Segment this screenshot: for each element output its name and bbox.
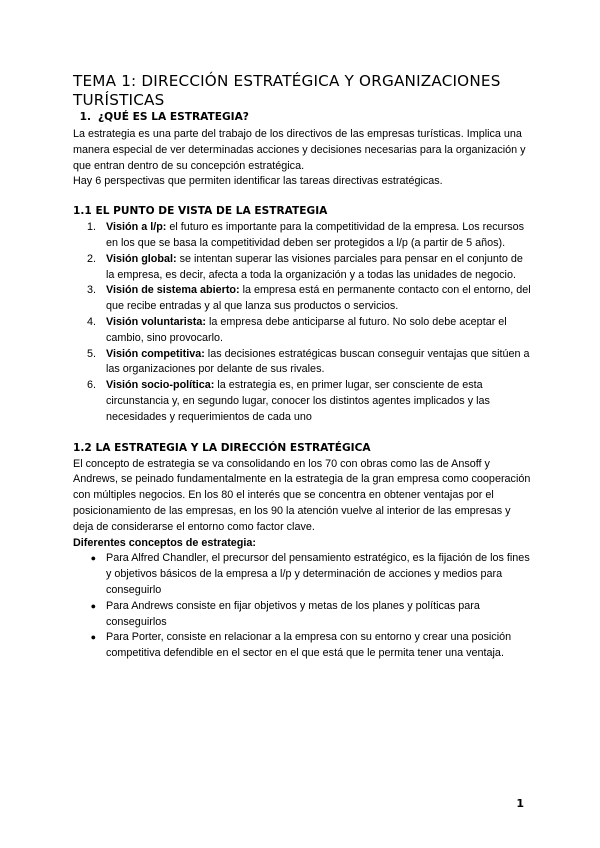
list-number: 3. xyxy=(86,284,96,297)
list-item-term: Visión global: xyxy=(106,252,177,265)
list-item-text xyxy=(106,252,533,284)
list-item-term: Visión de sistema abierto: xyxy=(106,284,240,297)
section-1-title: ¿QUÉ ES LA ESTRATEGIA? xyxy=(98,111,249,123)
list-item-description: las decisiones estratégicas buscan conseguir ventajas que sitúen a las organizaciones por delante de sus rivales. xyxy=(106,347,530,376)
concepts-subheading: Diferentes conceptos de estrategia: xyxy=(73,536,257,549)
list-item-term: Visión competitiva: xyxy=(106,347,205,360)
section-1-paragraph-1: La estrategia es una parte del trabajo de los directivos de las empresas turísticas. Implica una manera especial de ver determinadas acciones y decisiones necesarias para la organización y que entran dentro de su concepción estratégica. xyxy=(73,128,526,172)
list-item-description: se intentan superar las visiones parciales para pensar en el conjunto de la empresa, es decir, afecta a toda la organización y a todas las unidades de negocio. xyxy=(106,252,523,281)
list-item-term: Visión voluntarista: xyxy=(106,315,206,328)
list-number: 2. xyxy=(86,252,96,265)
list-item-description: la estrategia es, en primer lugar, ser consciente de esta circunstancia y, en segundo lugar, conocer los distintos agentes implicados y las necesidades y requerimientos de cada uno xyxy=(106,379,490,423)
list-item-text: Para Andrews consiste en fijar objetivos y metas de los planes y políticas para conseguirlos xyxy=(106,599,480,628)
list-item-text: Para Porter, consiste en relacionar a la empresa con su entorno y crear una posición competitiva defendible en el sector en el que está que le permita tener una ventaja. xyxy=(106,631,512,660)
list-number: 5. xyxy=(86,347,96,360)
perspectives-list xyxy=(73,220,533,425)
list-item-text xyxy=(106,220,533,252)
list-number: 6. xyxy=(86,379,96,392)
list-item-description: la empresa está en permanente contacto con el entorno, del que recibe entradas y al que lanza sus productos o servicios. xyxy=(106,284,531,313)
list-item-description: la empresa debe anticiparse al futuro. No solo debe aceptar el cambio, sino provocarlo. xyxy=(106,315,507,344)
list-item-text xyxy=(106,347,533,379)
section-1-heading xyxy=(73,111,533,124)
list-item-text xyxy=(106,283,533,315)
section-1-2-paragraph: El concepto de estrategia se va consolidando en los 70 con obras como las de Ansoff y Andrews, se peinado fundamentalmente en la estrategia de la gran empresa como cooperación con múltiples negocios. En los 80 el interés que se concentra en obtener ventajas por el posicionamiento de las empresas, en los 90 la atención vuelve al interior de las empresas y deja de considerarse el entorno como factor clave. xyxy=(73,457,531,533)
strategy-concepts-list xyxy=(73,551,533,662)
list-item xyxy=(73,252,533,284)
list-item-text xyxy=(106,378,533,425)
section-1-2-heading: 1.2 LA ESTRATEGIA Y LA DIRECCIÓN ESTRATÉGICA xyxy=(73,441,371,454)
list-item-text: Para Alfred Chandler, el precursor del pensamiento estratégico, es la fijación de los fines y objetivos básicos de la empresa a l/p y determinación de acciones y medios para conseguirlo xyxy=(106,552,530,596)
section-1-number: 1. xyxy=(79,111,91,123)
bullet-icon: ● xyxy=(90,553,96,564)
list-item xyxy=(73,378,533,425)
list-item xyxy=(73,283,533,315)
list-item-description: el futuro es importante para la competitividad de la empresa. Los recursos en los que se basa la competitividad deben ser protegidos a l/p (a partir de 5 años). xyxy=(106,221,525,249)
list-item xyxy=(73,599,533,631)
list-item xyxy=(73,315,533,347)
document-title: TEMA 1: DIRECCIÓN ESTRATÉGICA Y ORGANIZACIONES TURÍSTICAS xyxy=(73,72,501,109)
page-number: 1 xyxy=(516,797,524,810)
section-1-1-heading: 1.1 EL PUNTO DE VISTA DE LA ESTRATEGIA xyxy=(73,205,328,218)
list-item xyxy=(73,347,533,379)
list-item xyxy=(73,551,533,598)
list-item-text xyxy=(106,315,533,347)
list-item-term: Visión a l/p: xyxy=(106,221,167,234)
bullet-icon: ● xyxy=(90,600,96,611)
bullet-icon: ● xyxy=(90,632,96,643)
section-1-paragraph-2: Hay 6 perspectivas que permiten identificar las tareas directivas estratégicas. xyxy=(73,175,443,188)
list-number: 4. xyxy=(86,315,96,328)
document-page xyxy=(73,72,533,662)
list-item-term: Visión socio-política: xyxy=(106,379,215,392)
list-item xyxy=(73,220,533,252)
list-number: 1. xyxy=(86,221,96,234)
list-item xyxy=(73,630,533,662)
